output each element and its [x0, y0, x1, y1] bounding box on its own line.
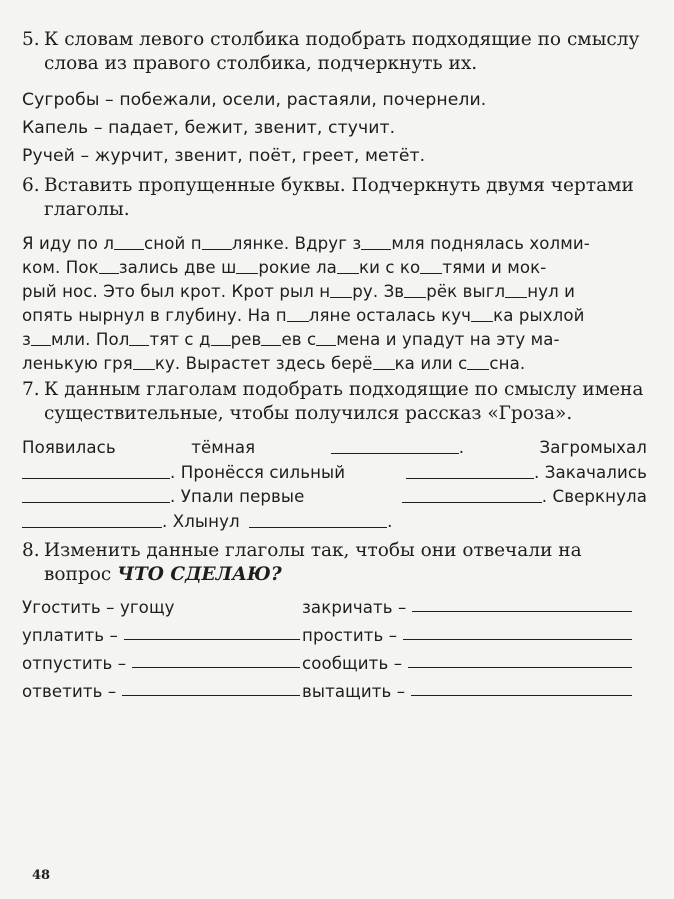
exercise-instruction: Вставить пропущенные буквы. Подчеркнуть двумя чертами глаголы. [44, 175, 634, 220]
exercise-8-verbs [22, 589, 647, 701]
missing-letter-blank[interactable] [505, 280, 527, 298]
verb-item: сообщить – [302, 645, 632, 673]
verb-item: уплатить – [22, 617, 300, 645]
missing-letter-blank[interactable] [31, 328, 51, 346]
verb-item: простить – [302, 617, 632, 645]
answer-blank[interactable] [331, 436, 459, 454]
missing-letter-blank[interactable] [99, 256, 119, 274]
answer-blank[interactable] [408, 667, 632, 668]
missing-letter-blank[interactable] [404, 280, 426, 298]
exercise-number: 8. [22, 540, 40, 561]
missing-letter-blank[interactable] [236, 256, 258, 274]
question-phrase: ЧТО СДЕЛАЮ? [117, 564, 282, 585]
missing-letter-blank[interactable] [420, 256, 442, 274]
missing-letter-blank[interactable] [330, 280, 352, 298]
sentence-line: Сугробы – побежали, осели, растаяли, почернели. [22, 90, 487, 110]
exercise-6 [22, 174, 647, 376]
page-number: 48 [32, 868, 51, 883]
story-line: . Хлынул . [22, 510, 647, 535]
verb-item: отпустить – [22, 645, 300, 673]
verb-item: Угостить – угощу [22, 598, 175, 617]
exercise-7-story [22, 436, 647, 534]
missing-letter-blank[interactable] [133, 352, 155, 370]
answer-blank[interactable] [406, 461, 534, 479]
verb-item: ответить – [22, 673, 300, 701]
missing-letter-blank[interactable] [114, 232, 144, 250]
exercise-instruction: Изменить данные глаголы так, чтобы они отвечали на вопрос [44, 540, 582, 585]
answer-blank[interactable] [22, 510, 162, 528]
text-line: опять нырнул в глубину. На п ляне осталась куч ка рыхлой [22, 306, 585, 325]
missing-letter-blank[interactable] [471, 304, 493, 322]
exercise-7 [22, 378, 647, 534]
exercise-5 [22, 28, 647, 170]
missing-letter-blank[interactable] [211, 328, 231, 346]
exercise-5-lines [22, 86, 647, 170]
answer-blank[interactable] [132, 667, 300, 668]
missing-letter-blank[interactable] [467, 352, 489, 370]
answer-blank[interactable] [124, 639, 300, 640]
exercise-number: 6. [22, 175, 40, 196]
text-line: Я иду по л сной п лянке. Вдруг з мля поднялась холми- [22, 234, 590, 253]
answer-blank[interactable] [411, 695, 632, 696]
exercise-8-heading [22, 539, 647, 587]
exercise-instruction: К словам левого столбика подобрать подходящие по смыслу слова из правого столбика, подчеркнуть их. [44, 29, 640, 74]
missing-letter-blank[interactable] [361, 232, 391, 250]
answer-blank[interactable] [22, 485, 170, 503]
verb-item: закричать – [302, 589, 632, 617]
sentence-line: Ручей – журчит, звенит, поёт, греет, метёт. [22, 146, 426, 166]
missing-letter-blank[interactable] [373, 352, 395, 370]
text-line: ленькую гря ку. Вырастет здесь берё ка или с сна. [22, 354, 526, 373]
story-line: . Пронёсся сильный . Закачались [22, 461, 647, 486]
exercise-number: 5. [22, 29, 40, 50]
text-line: ком. Пок зались две ш рокие ла ки с ко тями и мок- [22, 258, 547, 277]
sentence-line: Капель – падает, бежит, звенит, стучит. [22, 118, 396, 138]
exercise-5-heading [22, 28, 647, 76]
text-line: рый нос. Это был крот. Крот рыл н ру. Зв рёк выгл нул и [22, 282, 576, 301]
missing-letter-blank[interactable] [337, 256, 359, 274]
missing-letter-blank[interactable] [287, 304, 309, 322]
exercise-6-heading [22, 174, 647, 222]
answer-blank[interactable] [249, 510, 387, 528]
exercise-8 [22, 539, 647, 701]
exercise-6-text [22, 232, 647, 376]
exercise-number: 7. [22, 379, 40, 400]
story-line: Появилась тёмная . Загромыхал [22, 438, 647, 457]
exercise-instruction: К данным глаголам подобрать подходящие по смыслу имена существительные, чтобы получился рассказ «Гроза». [44, 379, 644, 424]
missing-letter-blank[interactable] [129, 328, 149, 346]
answer-blank[interactable] [402, 485, 542, 503]
exercise-7-heading [22, 378, 647, 426]
verb-item: вытащить – [302, 673, 632, 701]
answer-blank[interactable] [412, 611, 632, 612]
answer-blank[interactable] [403, 639, 632, 640]
missing-letter-blank[interactable] [261, 328, 281, 346]
text-line: з мли. Пол тят с д рев ев с мена и упадут на эту ма- [22, 330, 560, 349]
answer-blank[interactable] [22, 461, 170, 479]
story-line: . Упали первые . Сверкнула [22, 485, 647, 510]
answer-blank[interactable] [122, 695, 300, 696]
missing-letter-blank[interactable] [316, 328, 336, 346]
missing-letter-blank[interactable] [202, 232, 232, 250]
